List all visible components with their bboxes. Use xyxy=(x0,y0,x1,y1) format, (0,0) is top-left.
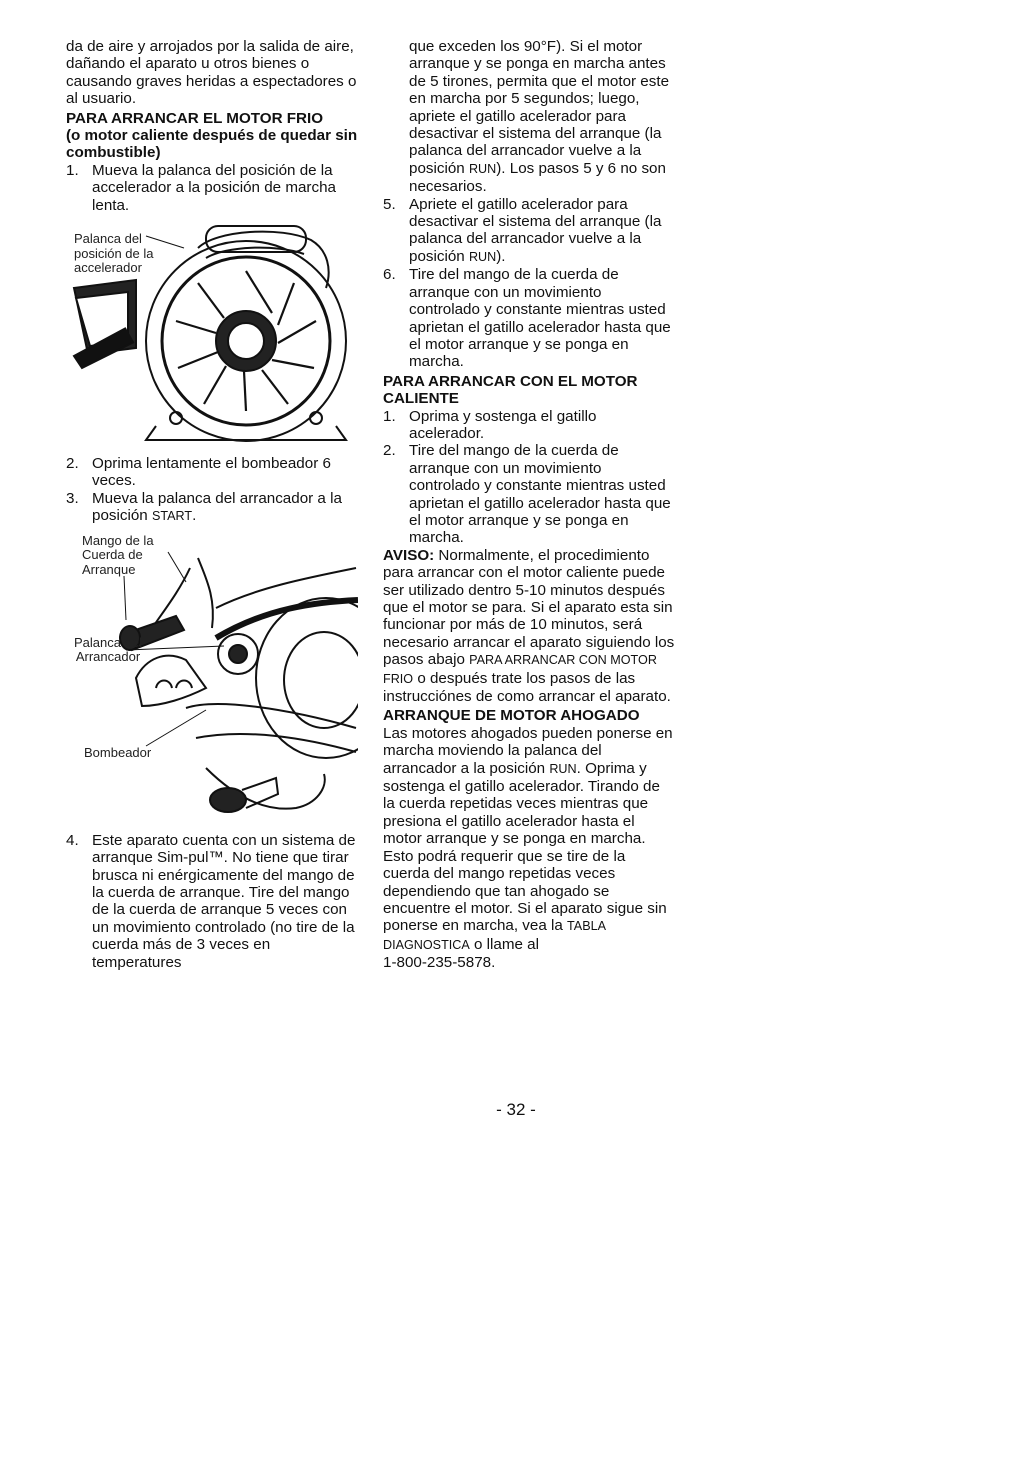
starter-illustration xyxy=(66,538,358,832)
step-3: 3. Mueva la palanca del arrancador a la posición START. xyxy=(66,489,342,525)
figure-throttle-lever xyxy=(66,218,358,455)
page-number: - 32 - xyxy=(496,1100,536,1119)
step-1: 1. Mueva la palanca del posición de la accelerador a la posición de marcha lenta. xyxy=(66,161,336,214)
phone-number: 1-800-235-5878. xyxy=(383,954,496,972)
step-4-continued: que exceden los 90°F). Si el motor arranque y se ponga en marcha antes de 5 tirones, permita que el motor este en marcha por 5 segundos; luego, apriete el gatillo acelerador para desactivar el sistema del arranque (la palanca del arrancador vuelve a la posición RUN). Los pasos 5 y 6 no son necesarios. xyxy=(409,38,670,196)
left-column xyxy=(66,38,358,971)
heading-flooded-engine: ARRANQUE DE MOTOR AHOGADO xyxy=(383,707,640,725)
step-2: 2. Oprima lentamente el bombeador 6 veces. xyxy=(66,455,331,490)
label-primer-bulb: Bombeador xyxy=(84,744,152,760)
label-starter-rope-handle: Mango de la Cuerda de Arranque xyxy=(82,532,154,577)
aviso-note: AVISO: Normalmente, el procedimiento para arrancar con el motor caliente puede ser utilizado dentro 5-10 minutos después que el motor se para. Si el aparato esta sin funcionar por más de 10 minutos, será necesario arrancar el aparato siguiendo los pasos abajo PARA ARRANCAR CON MOTOR FRIO o después trate los pasos de las instrucciónes de como arrancar el aparato. xyxy=(383,546,675,706)
warm-step-1: 1. Oprima y sostenga el gatillo acelerador. xyxy=(383,407,597,442)
label-throttle-lever: Palanca del posición de la accelerador xyxy=(74,231,154,276)
heading-cold-start-sub: (o motor caliente después de quedar sin combustible) xyxy=(66,127,358,162)
heading-warm-start: PARA ARRANCAR CON EL MOTOR CALIENTE xyxy=(383,372,638,408)
flooded-paragraph: Las motores ahogados pueden ponerse en marcha moviendo la palanca del arrancador a la posición RUN. Oprima y sostenga el gatillo acelerador. Tirando de la cuerda repetidas veces mientras que presiona el gatillo acelerador hasta el motor arranque y se ponga en marcha. Esto podrá requerir que se tire de la cuerda del mango repetidas veces dependiendo que tan ahogado se encuentre el motor. Si el aparato sigue sin ponerse en marcha, vea la TABLA DIAGNOSTICA o llame al xyxy=(383,724,673,953)
label-starter-lever: Palanca del Arrancador xyxy=(74,634,142,665)
warm-step-2: 2. Tire del mango de la cuerda de arranque con un movimiento controlado y constante mientras usted aprietan el gatillo acelerador hasta que el motor arranque y se ponga en marcha. xyxy=(383,442,671,547)
step-4: 4. Este aparato cuenta con un sistema de arranque Sim-pul™. No tiene que tirar brusca ni enérgicamente del mango de la cuerda de arranque. Tire del mango de la cuerda de arranque 5 veces con un movimiento controlado (no tire de la cuerda más de 3 veces en temperatures xyxy=(66,831,356,971)
intro-paragraph: da de aire y arrojados por la salida de aire, dañando el aparato u otros bienes o causando graves heridas a espectadores o al usuario. xyxy=(66,38,357,108)
step-5: 5. Apriete el gatillo acelerador para desactivar el sistema del arranque (la palanca del arrancador vuelve a la posición RUN). xyxy=(383,195,662,265)
right-column xyxy=(383,38,675,972)
figure-starter-controls xyxy=(66,532,358,832)
step-6: 6. Tire del mango de la cuerda de arranque con un movimiento controlado y constante mientras usted aprietan el gatillo acelerador hasta que el motor arranque y se ponga en marcha. xyxy=(383,266,671,371)
heading-cold-start: PARA ARRANCAR EL MOTOR FRIO xyxy=(66,109,324,127)
